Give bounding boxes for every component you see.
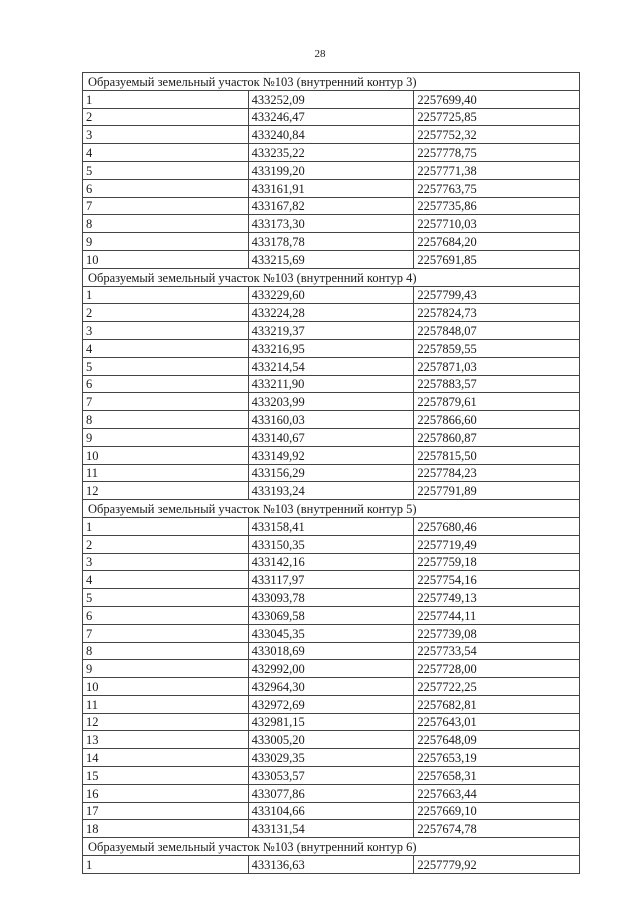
- table-row: [83, 606, 580, 624]
- table-row: [83, 678, 580, 696]
- y-coordinate-cell: 2257653,19: [414, 749, 580, 767]
- table-row: [83, 571, 580, 589]
- table-row: [83, 197, 580, 215]
- y-coordinate-cell: 2257859,55: [414, 339, 580, 357]
- x-coordinate-cell: 433018,69: [248, 642, 414, 660]
- x-coordinate-cell: 433240,84: [248, 126, 414, 144]
- table-row: [83, 464, 580, 482]
- point-number-cell: 16: [83, 784, 249, 802]
- section-title: Образуемый земельный участок №103 (внутренний контур 6): [83, 838, 580, 856]
- y-coordinate-cell: 2257749,13: [414, 589, 580, 607]
- section-title: Образуемый земельный участок №103 (внутренний контур 5): [83, 500, 580, 518]
- point-number-cell: 6: [83, 179, 249, 197]
- x-coordinate-cell: 433211,90: [248, 375, 414, 393]
- y-coordinate-cell: 2257680,46: [414, 517, 580, 535]
- table-row: [83, 784, 580, 802]
- point-number-cell: 13: [83, 731, 249, 749]
- table-row: [83, 713, 580, 731]
- x-coordinate-cell: 432992,00: [248, 660, 414, 678]
- point-number-cell: 9: [83, 428, 249, 446]
- x-coordinate-cell: 433216,95: [248, 339, 414, 357]
- y-coordinate-cell: 2257710,03: [414, 215, 580, 233]
- point-number-cell: 11: [83, 464, 249, 482]
- x-coordinate-cell: 433053,57: [248, 767, 414, 785]
- table-row: [83, 322, 580, 340]
- x-coordinate-cell: 433077,86: [248, 784, 414, 802]
- table-row: [83, 589, 580, 607]
- point-number-cell: 5: [83, 589, 249, 607]
- x-coordinate-cell: 433235,22: [248, 144, 414, 162]
- x-coordinate-cell: 433219,37: [248, 322, 414, 340]
- y-coordinate-cell: 2257643,01: [414, 713, 580, 731]
- point-number-cell: 10: [83, 678, 249, 696]
- y-coordinate-cell: 2257866,60: [414, 411, 580, 429]
- table-row: [83, 375, 580, 393]
- section-header-row: [83, 268, 580, 286]
- x-coordinate-cell: 433224,28: [248, 304, 414, 322]
- y-coordinate-cell: 2257684,20: [414, 233, 580, 251]
- x-coordinate-cell: 432972,69: [248, 695, 414, 713]
- table-row: [83, 749, 580, 767]
- point-number-cell: 1: [83, 286, 249, 304]
- x-coordinate-cell: 433069,58: [248, 606, 414, 624]
- table-row: [83, 90, 580, 108]
- point-number-cell: 2: [83, 108, 249, 126]
- y-coordinate-cell: 2257739,08: [414, 624, 580, 642]
- point-number-cell: 7: [83, 197, 249, 215]
- y-coordinate-cell: 2257722,25: [414, 678, 580, 696]
- point-number-cell: 5: [83, 357, 249, 375]
- table-row: [83, 393, 580, 411]
- y-coordinate-cell: 2257824,73: [414, 304, 580, 322]
- table-row: [83, 161, 580, 179]
- y-coordinate-cell: 2257752,32: [414, 126, 580, 144]
- table-row: [83, 144, 580, 162]
- section-header-row: [83, 500, 580, 518]
- table-row: [83, 215, 580, 233]
- x-coordinate-cell: 433136,63: [248, 856, 414, 874]
- y-coordinate-cell: 2257771,38: [414, 161, 580, 179]
- table-row: [83, 660, 580, 678]
- point-number-cell: 7: [83, 624, 249, 642]
- x-coordinate-cell: 433156,29: [248, 464, 414, 482]
- y-coordinate-cell: 2257763,75: [414, 179, 580, 197]
- point-number-cell: 11: [83, 695, 249, 713]
- point-number-cell: 17: [83, 802, 249, 820]
- point-number-cell: 3: [83, 126, 249, 144]
- table-row: [83, 179, 580, 197]
- point-number-cell: 15: [83, 767, 249, 785]
- x-coordinate-cell: 433214,54: [248, 357, 414, 375]
- x-coordinate-cell: 433246,47: [248, 108, 414, 126]
- table-row: [83, 820, 580, 838]
- y-coordinate-cell: 2257860,87: [414, 428, 580, 446]
- point-number-cell: 7: [83, 393, 249, 411]
- table-row: [83, 482, 580, 500]
- x-coordinate-cell: 433142,16: [248, 553, 414, 571]
- point-number-cell: 8: [83, 642, 249, 660]
- y-coordinate-cell: 2257733,54: [414, 642, 580, 660]
- table-row: [83, 339, 580, 357]
- point-number-cell: 4: [83, 571, 249, 589]
- x-coordinate-cell: 433203,99: [248, 393, 414, 411]
- x-coordinate-cell: 433149,92: [248, 446, 414, 464]
- y-coordinate-cell: 2257848,07: [414, 322, 580, 340]
- point-number-cell: 1: [83, 856, 249, 874]
- table-row: [83, 357, 580, 375]
- point-number-cell: 6: [83, 375, 249, 393]
- table-row: [83, 411, 580, 429]
- point-number-cell: 8: [83, 411, 249, 429]
- point-number-cell: 6: [83, 606, 249, 624]
- point-number-cell: 10: [83, 446, 249, 464]
- point-number-cell: 9: [83, 660, 249, 678]
- point-number-cell: 2: [83, 535, 249, 553]
- point-number-cell: 14: [83, 749, 249, 767]
- y-coordinate-cell: 2257754,16: [414, 571, 580, 589]
- y-coordinate-cell: 2257725,85: [414, 108, 580, 126]
- point-number-cell: 4: [83, 339, 249, 357]
- page-number: 28: [314, 48, 326, 60]
- section-header-row: [83, 838, 580, 856]
- x-coordinate-cell: 433193,24: [248, 482, 414, 500]
- y-coordinate-cell: 2257728,00: [414, 660, 580, 678]
- x-coordinate-cell: 433229,60: [248, 286, 414, 304]
- x-coordinate-cell: 433104,66: [248, 802, 414, 820]
- x-coordinate-cell: 433093,78: [248, 589, 414, 607]
- x-coordinate-cell: 433005,20: [248, 731, 414, 749]
- point-number-cell: 18: [83, 820, 249, 838]
- table-row: [83, 642, 580, 660]
- table-row: [83, 286, 580, 304]
- x-coordinate-cell: 433029,35: [248, 749, 414, 767]
- table-row: [83, 535, 580, 553]
- point-number-cell: 4: [83, 144, 249, 162]
- point-number-cell: 10: [83, 250, 249, 268]
- x-coordinate-cell: 433158,41: [248, 517, 414, 535]
- y-coordinate-cell: 2257784,23: [414, 464, 580, 482]
- table-row: [83, 553, 580, 571]
- table-row: [83, 731, 580, 749]
- point-number-cell: 8: [83, 215, 249, 233]
- y-coordinate-cell: 2257883,57: [414, 375, 580, 393]
- coordinates-table: [82, 72, 580, 874]
- table-row: [83, 126, 580, 144]
- table-row: [83, 250, 580, 268]
- y-coordinate-cell: 2257699,40: [414, 90, 580, 108]
- x-coordinate-cell: 433161,91: [248, 179, 414, 197]
- table-row: [83, 446, 580, 464]
- y-coordinate-cell: 2257658,31: [414, 767, 580, 785]
- table-row: [83, 517, 580, 535]
- point-number-cell: 9: [83, 233, 249, 251]
- table-row: [83, 802, 580, 820]
- x-coordinate-cell: 433131,54: [248, 820, 414, 838]
- y-coordinate-cell: 2257744,11: [414, 606, 580, 624]
- section-header-row: [83, 73, 580, 91]
- y-coordinate-cell: 2257871,03: [414, 357, 580, 375]
- y-coordinate-cell: 2257682,81: [414, 695, 580, 713]
- y-coordinate-cell: 2257669,10: [414, 802, 580, 820]
- x-coordinate-cell: 433160,03: [248, 411, 414, 429]
- point-number-cell: 3: [83, 553, 249, 571]
- table-row: [83, 856, 580, 874]
- x-coordinate-cell: 433117,97: [248, 571, 414, 589]
- x-coordinate-cell: 433215,69: [248, 250, 414, 268]
- table-row: [83, 767, 580, 785]
- table-row: [83, 108, 580, 126]
- y-coordinate-cell: 2257648,09: [414, 731, 580, 749]
- table-row: [83, 304, 580, 322]
- section-title: Образуемый земельный участок №103 (внутренний контур 4): [83, 268, 580, 286]
- table-row: [83, 428, 580, 446]
- y-coordinate-cell: 2257691,85: [414, 250, 580, 268]
- y-coordinate-cell: 2257719,49: [414, 535, 580, 553]
- x-coordinate-cell: 433150,35: [248, 535, 414, 553]
- point-number-cell: 2: [83, 304, 249, 322]
- point-number-cell: 1: [83, 517, 249, 535]
- x-coordinate-cell: 433045,35: [248, 624, 414, 642]
- y-coordinate-cell: 2257815,50: [414, 446, 580, 464]
- point-number-cell: 1: [83, 90, 249, 108]
- x-coordinate-cell: 433140,67: [248, 428, 414, 446]
- y-coordinate-cell: 2257663,44: [414, 784, 580, 802]
- point-number-cell: 3: [83, 322, 249, 340]
- x-coordinate-cell: 433167,82: [248, 197, 414, 215]
- x-coordinate-cell: 432981,15: [248, 713, 414, 731]
- y-coordinate-cell: 2257674,78: [414, 820, 580, 838]
- table-row: [83, 695, 580, 713]
- y-coordinate-cell: 2257779,92: [414, 856, 580, 874]
- table-row: [83, 233, 580, 251]
- point-number-cell: 12: [83, 482, 249, 500]
- y-coordinate-cell: 2257778,75: [414, 144, 580, 162]
- coordinates-table-body: [83, 73, 580, 874]
- y-coordinate-cell: 2257799,43: [414, 286, 580, 304]
- section-title: Образуемый земельный участок №103 (внутренний контур 3): [83, 73, 580, 91]
- x-coordinate-cell: 433173,30: [248, 215, 414, 233]
- table-row: [83, 624, 580, 642]
- x-coordinate-cell: 433199,20: [248, 161, 414, 179]
- x-coordinate-cell: 433178,78: [248, 233, 414, 251]
- y-coordinate-cell: 2257735,86: [414, 197, 580, 215]
- y-coordinate-cell: 2257759,18: [414, 553, 580, 571]
- x-coordinate-cell: 432964,30: [248, 678, 414, 696]
- point-number-cell: 12: [83, 713, 249, 731]
- point-number-cell: 5: [83, 161, 249, 179]
- x-coordinate-cell: 433252,09: [248, 90, 414, 108]
- y-coordinate-cell: 2257879,61: [414, 393, 580, 411]
- y-coordinate-cell: 2257791,89: [414, 482, 580, 500]
